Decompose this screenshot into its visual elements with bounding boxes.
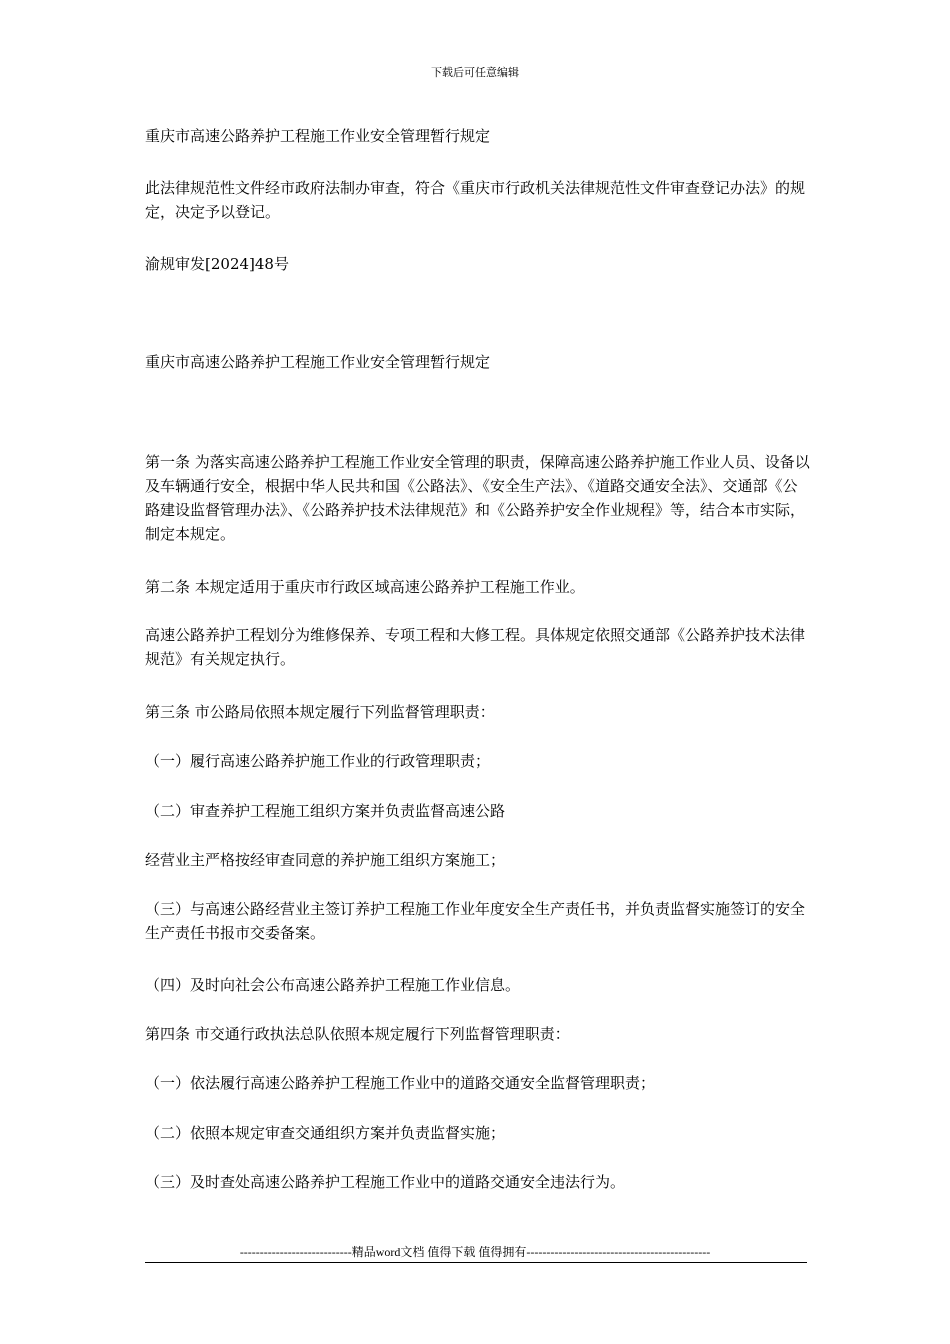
article-3-item-3: （三）与高速公路经营业主签订养护工程施工作业年度安全生产责任书，并负责监督实施签订的安全生产责任书报市交委备案。 — [145, 900, 806, 942]
article-3-item-2-cont: 经营业主严格按经审查同意的养护施工组织方案施工； — [145, 851, 506, 869]
article-3-item-1: （一）履行高速公路养护施工作业的行政管理职责； — [145, 752, 491, 770]
document-title: 重庆市高速公路养护工程施工作业安全管理暂行规定 — [145, 127, 491, 145]
article-3: 第三条 市公路局依照本规定履行下列监督管理职责： — [145, 703, 495, 721]
regulation-title: 重庆市高速公路养护工程施工作业安全管理暂行规定 — [145, 353, 491, 371]
page-header: 下载后可任意编辑 — [431, 66, 519, 79]
article-4-item-2: （二）依照本规定审查交通组织方案并负责监督实施； — [145, 1124, 506, 1142]
article-2: 第二条 本规定适用于重庆市行政区域高速公路养护工程施工作业。 — [145, 578, 585, 596]
registration-note: 此法律规范性文件经市政府法制办审查，符合《重庆市行政机关法律规范性文件审查登记办法》的规定，决定予以登记。 — [145, 179, 806, 221]
article-4: 第四条 市交通行政执法总队依照本规定履行下列监督管理职责： — [145, 1025, 570, 1043]
footer-divider — [145, 1262, 807, 1263]
article-3-item-2: （二）审查养护工程施工组织方案并负责监督高速公路 — [145, 802, 506, 820]
page-footer: ----------------------------精品word文档 值得下载 值得拥有---------------------------------------------- — [239, 1245, 711, 1259]
article-2-paragraph: 高速公路养护工程划分为维修保养、专项工程和大修工程。具体规定依照交通部《公路养护技术法律规范》有关规定执行。 — [145, 626, 806, 668]
article-4-item-1: （一）依法履行高速公路养护工程施工作业中的道路交通安全监督管理职责； — [145, 1074, 656, 1092]
article-4-item-3: （三）及时查处高速公路养护工程施工作业中的道路交通安全违法行为。 — [145, 1173, 626, 1191]
article-1: 第一条 为落实高速公路养护工程施工作业安全管理的职责，保障高速公路养护施工作业人员、设备以及车辆通行安全，根据中华人民共和国《公路法》、《安全生产法》、《道路交通安全法》、交通部《公路建设监督管理办法》、《公路养护技术法律规范》和《公路养护安全作业规程》等，结合本市实际，制定本规定。 — [145, 453, 810, 543]
document-number: 渝规审发[2024]48号 — [145, 255, 289, 273]
article-3-item-4: （四）及时向社会公布高速公路养护工程施工作业信息。 — [145, 976, 521, 994]
